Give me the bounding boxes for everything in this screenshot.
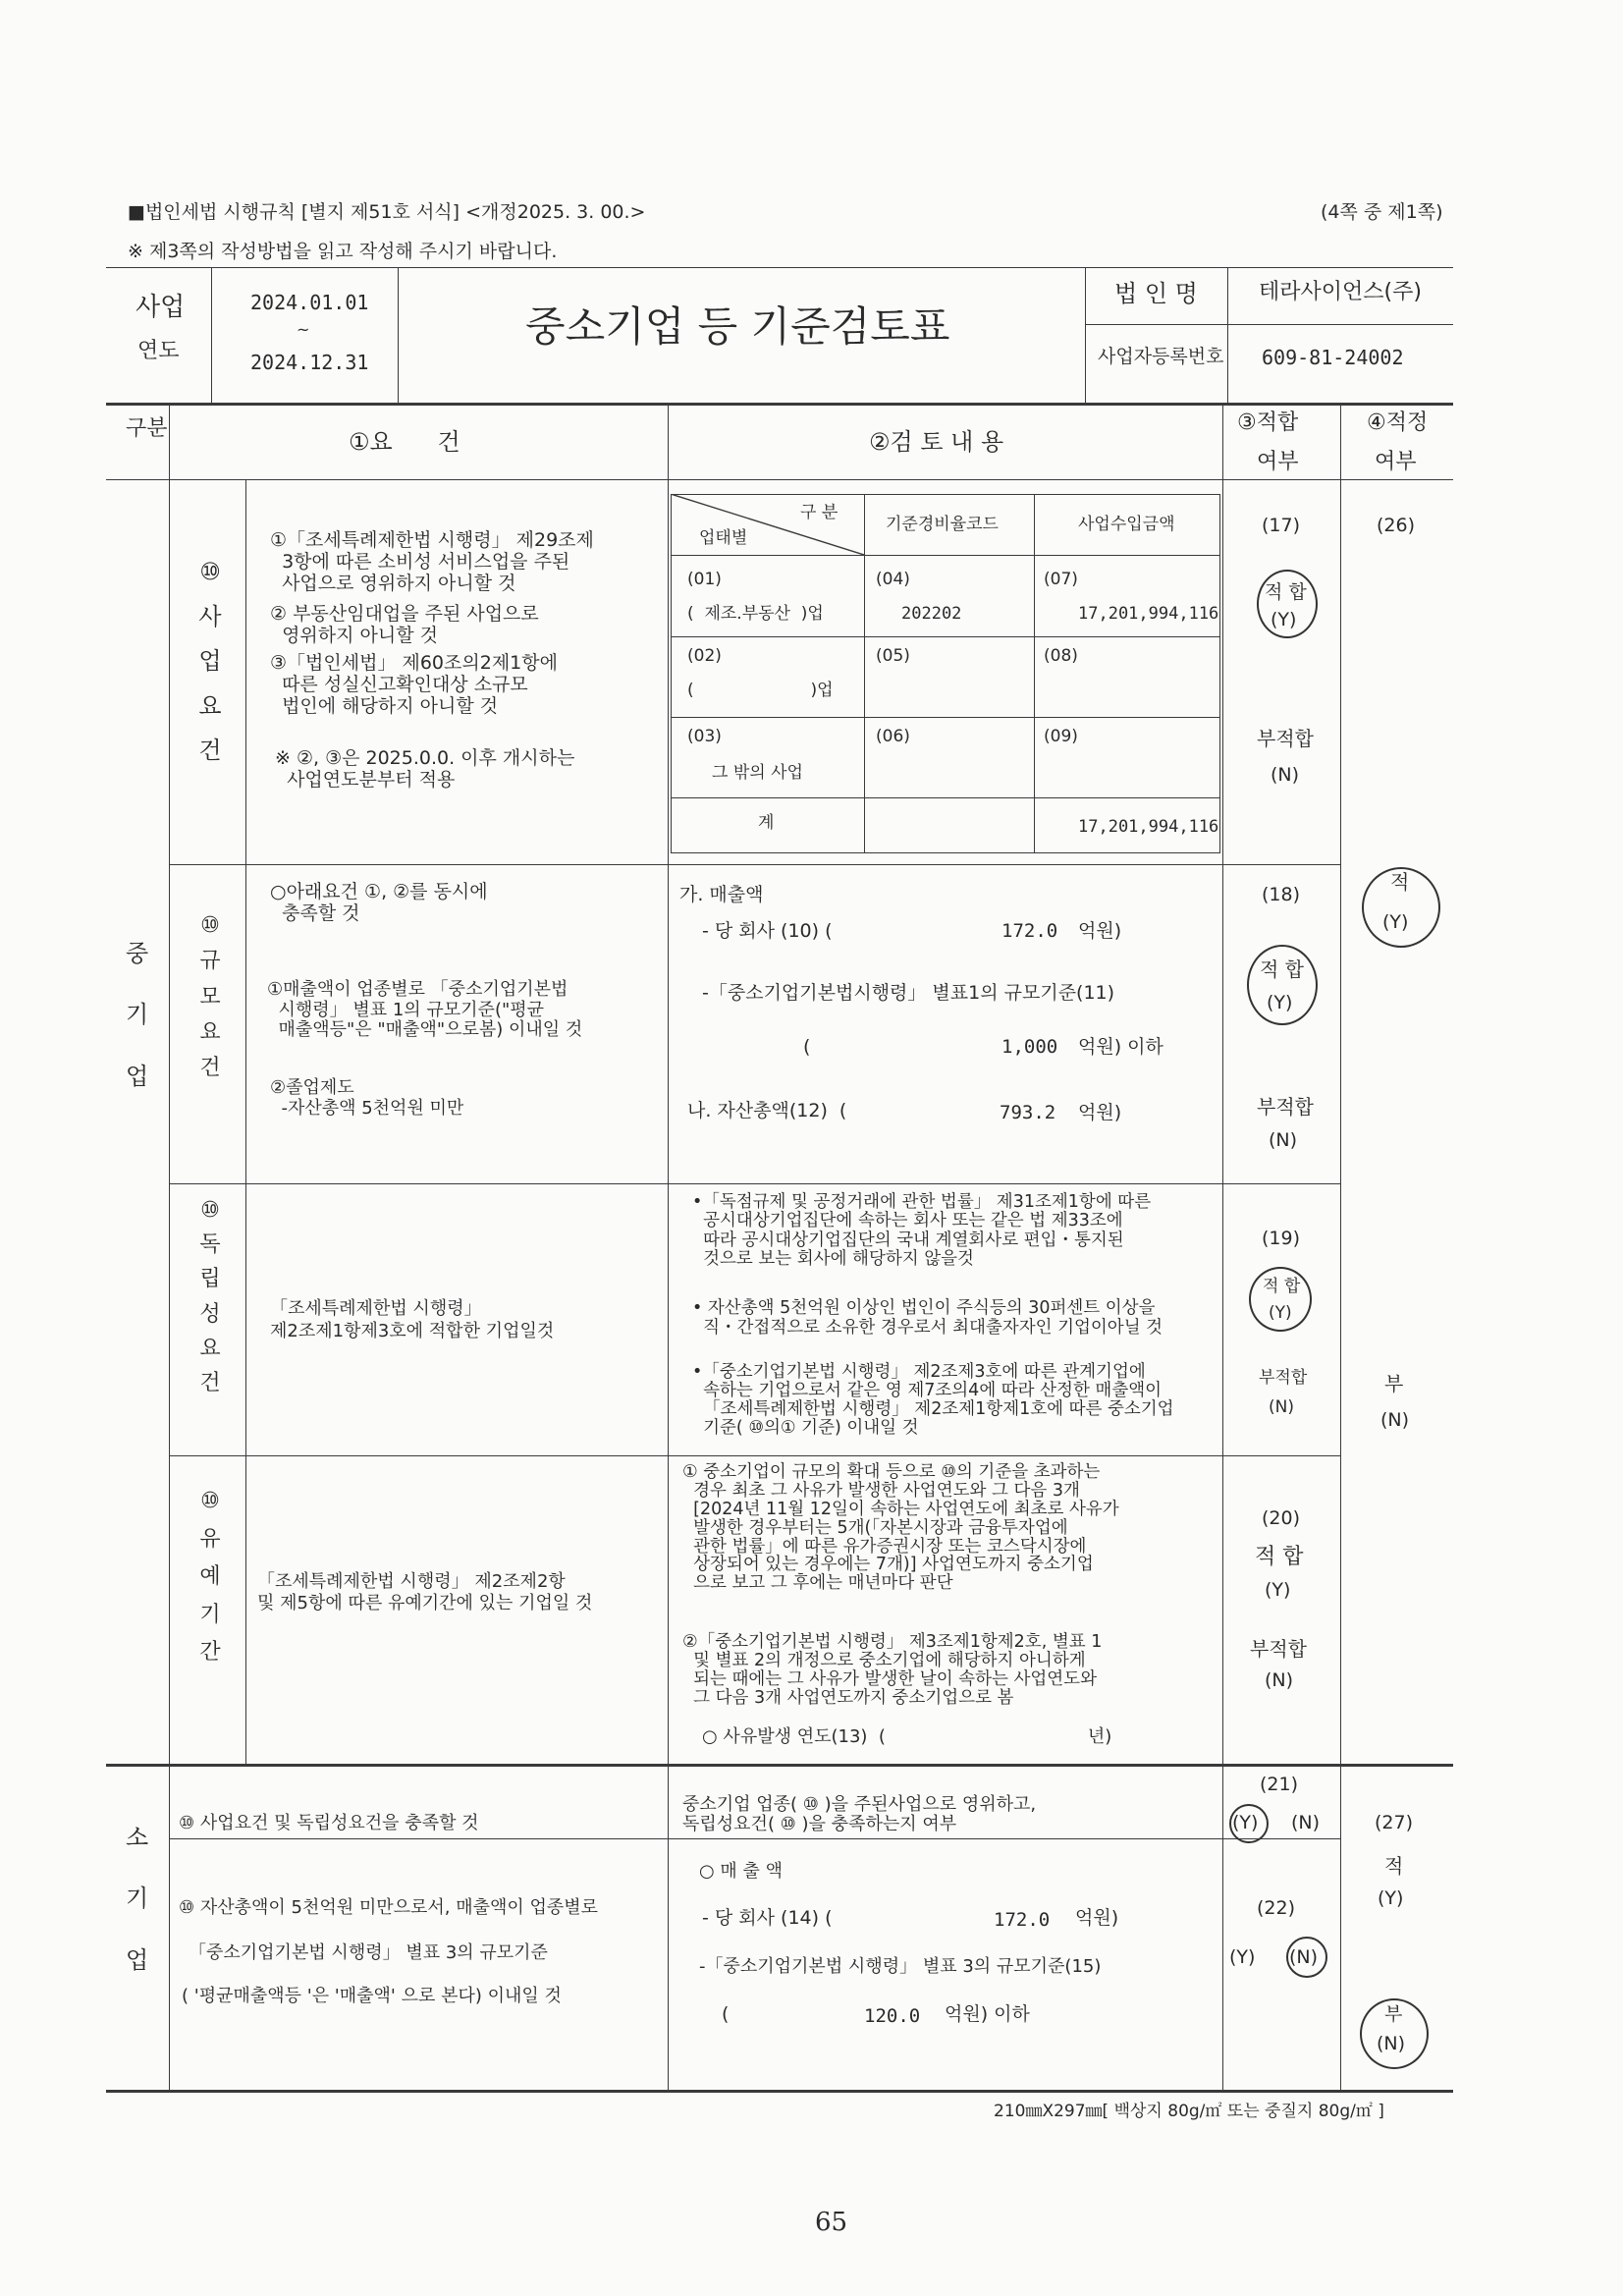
row-101-fit-no-label: 부적합 bbox=[1257, 727, 1314, 750]
row-divider bbox=[169, 1455, 1340, 1456]
row-103-fit-no-n: (N) bbox=[1269, 1397, 1294, 1417]
row1-no: (01) bbox=[687, 570, 722, 589]
total-label: 계 bbox=[758, 813, 775, 833]
row-104-rev-2: ②「중소기업기본법 시행령」 제3조제1항제2호, 별표 1 및 별표 2의 개정으로 중소기업에 해당하지 아니하게 되는 때에는 그 사유가 발생한 날이 속하는 사업연도와 그 다음 3개 사업연도까지 중소기업으로 봄 bbox=[682, 1632, 1103, 1708]
instruction-note: ※ 제3쪽의 작성방법을 읽고 작성해 주시기 바랍니다. bbox=[128, 241, 558, 262]
small-row-b-fit-y: (Y) bbox=[1229, 1946, 1256, 1968]
small-row-b-fit-no: (22) bbox=[1257, 1897, 1296, 1919]
row-102-final-2: (Y) bbox=[1382, 911, 1409, 933]
fit-column-line bbox=[1222, 403, 1223, 2090]
small-row-b-rev-4-paren: ( bbox=[722, 2003, 730, 2025]
small-row-b-rev-3: -「중소기업기본법 시행령」 별표 3의 규모기준(15) bbox=[699, 1956, 1102, 1977]
page-of-count: (4쪽 중 제1쪽) bbox=[1321, 201, 1443, 223]
section-divider bbox=[106, 1764, 1453, 1767]
table-bottom-border bbox=[106, 2090, 1453, 2093]
row-104-fit-no-label: 부적합 bbox=[1250, 1637, 1307, 1661]
inner-table-line bbox=[671, 636, 1220, 637]
corp-name: 테라사이언스(주) bbox=[1259, 280, 1422, 304]
small-row-a-fit-n: (N) bbox=[1291, 1812, 1321, 1833]
inner-table-line bbox=[864, 494, 865, 853]
row-102-final-1: 적 bbox=[1390, 870, 1410, 894]
inner-table-line bbox=[671, 717, 1220, 718]
header-category: 구분 bbox=[126, 416, 168, 441]
row-102-rev-a: 가. 매출액 bbox=[679, 884, 764, 905]
row-102-rev-a1-value: 172.0 bbox=[1001, 920, 1058, 942]
header-fit-1: ③적합 bbox=[1237, 410, 1299, 435]
header-requirements: ①요 건 bbox=[349, 428, 460, 456]
table-hdr-amount: 사업수입금액 bbox=[1078, 515, 1175, 534]
total-amount: 17,201,994,116 bbox=[1078, 817, 1219, 837]
row-103-fit-no: (19) bbox=[1262, 1228, 1301, 1249]
row-103-fit-no-label: 부적합 bbox=[1259, 1368, 1308, 1388]
row-101-final-no: (26) bbox=[1377, 515, 1416, 536]
row-104-label: ⑩유예기간 bbox=[199, 1489, 221, 1665]
row-101-req-3: ③「법인세법」 제60조의2제1항에 따른 성실신고확인대상 소규모 법인에 해당하지 아니할 것 bbox=[270, 652, 558, 717]
small-row-b-final-1: 부 bbox=[1384, 2003, 1403, 2025]
title-divider bbox=[1085, 324, 1453, 325]
row1-business: ( 제조.부동산 )업 bbox=[687, 604, 824, 624]
header-fit-2: 여부 bbox=[1257, 450, 1299, 474]
fiscal-year-tilde: ~ bbox=[297, 320, 310, 339]
title-divider bbox=[1227, 267, 1228, 403]
row-104-fit-no-n: (N) bbox=[1265, 1669, 1294, 1691]
row2-business: ( )업 bbox=[687, 681, 834, 700]
row-102-rev-a2-paren: ( bbox=[803, 1036, 811, 1058]
corp-name-label: 법 인 명 bbox=[1114, 280, 1198, 307]
table-hdr-business-type: 업태별 bbox=[699, 528, 748, 548]
row-102-label: ⑩규모요건 bbox=[199, 913, 221, 1081]
review-column-line bbox=[668, 403, 669, 2090]
title-divider bbox=[398, 267, 399, 403]
small-row-a-final-no: (27) bbox=[1375, 1812, 1414, 1833]
row-102-rev-a1-label: - 당 회사 (10) ( bbox=[702, 920, 833, 942]
header-review: ②검 토 내 용 bbox=[869, 428, 1004, 456]
small-row-b-rev-2-value: 172.0 bbox=[994, 1909, 1051, 1931]
row-divider bbox=[169, 1183, 1340, 1184]
row1-code-no: (04) bbox=[876, 570, 910, 589]
row-104-rev-3: ○ 사유발생 연도(13) ( 년) bbox=[702, 1726, 1112, 1747]
row3-code-no: (06) bbox=[876, 727, 910, 746]
small-row-a-rev: 중소기업 업종( ⑩ )을 주된사업으로 영위하고, 독립성요건( ⑩ )을 충족하는지 여부 bbox=[682, 1794, 1037, 1834]
table-hdr-expense-code: 기준경비율코드 bbox=[886, 515, 999, 534]
row1-amount: 17,201,994,116 bbox=[1078, 604, 1219, 624]
row-101-fit-yes-y: (Y) bbox=[1271, 609, 1297, 630]
row-102-rev-b-value: 793.2 bbox=[1000, 1102, 1056, 1123]
label-column-line bbox=[245, 479, 246, 1764]
row-101-req-note: ※ ②, ③은 2025.0.0. 이후 개시하는 사업연도분부터 적용 bbox=[275, 747, 575, 791]
row3-amount-no: (09) bbox=[1044, 727, 1078, 746]
row-101-req-2: ② 부동산임대업을 주된 사업으로 영위하지 아니할 것 bbox=[270, 603, 539, 646]
row2-code-no: (05) bbox=[876, 646, 910, 666]
section-sme-label: 중기업 bbox=[126, 940, 149, 1090]
row-104-req: 「조세특례제한법 시행령」 제2조제2항 및 제5항에 따른 유예기간에 있는 기업일 것 bbox=[257, 1571, 593, 1613]
paper-spec: 210㎜X297㎜[ 백상지 80g/㎡ 또는 중질지 80g/㎡ ] bbox=[994, 2102, 1384, 2121]
column-header-bottom bbox=[106, 479, 1453, 480]
row-102-fit-no: (18) bbox=[1262, 884, 1301, 905]
row-102-req-intro: ○아래요건 ①, ②를 동시에 충족할 것 bbox=[270, 881, 488, 924]
fiscal-year-label-2: 연도 bbox=[137, 339, 180, 363]
small-row-b-rev-4-unit: 억원) 이하 bbox=[945, 2003, 1030, 2025]
row-103-rev-2: • 자산총액 5천억원 이상인 법인이 주식등의 30퍼센트 이상을 직・간접적으로 소유한 경우로서 최대출자자인 기업이아닐 것 bbox=[692, 1298, 1163, 1339]
row-103-req: 「조세특례제한법 시행령」 제2조제1항제3호에 적합한 기업일것 bbox=[270, 1298, 555, 1341]
small-row-b-rev-1: ○ 매 출 액 bbox=[699, 1861, 784, 1882]
small-row-b-final-2: (N) bbox=[1377, 2033, 1406, 2054]
small-row-b-rev-4-value: 120.0 bbox=[864, 2005, 921, 2027]
row-103-final-2: (N) bbox=[1380, 1409, 1410, 1431]
row-102-rev-b-label: 나. 자산총액(12) ( bbox=[687, 1100, 847, 1121]
small-row-b-fit-n: (N) bbox=[1289, 1946, 1319, 1968]
page-number: 65 bbox=[815, 2208, 848, 2237]
fiscal-year-label-1: 사업 bbox=[135, 293, 186, 322]
inner-table-line bbox=[671, 555, 1220, 556]
inner-table-line bbox=[671, 797, 1220, 798]
row-101-fit-no-n: (N) bbox=[1271, 764, 1300, 786]
row-103-fit-yes: 적 합 bbox=[1263, 1277, 1301, 1296]
small-row-b-req-3: ( '평균매출액등 '은 '매출액' 으로 본다) 이내일 것 bbox=[182, 1986, 562, 2006]
row-102-req-2: ②졸업제도 -자산총액 5천억원 미만 bbox=[270, 1077, 464, 1119]
row1-amount-no: (07) bbox=[1044, 570, 1078, 589]
row-divider bbox=[169, 1838, 1340, 1839]
row-101-req-1: ①「조세특례제한법 시행령」 제29조제 3항에 따른 소비성 서비스업을 주된 사업으로 영위하지 아니할 것 bbox=[270, 529, 594, 594]
small-row-a-req: ⑩ 사업요건 및 독립성요건을 충족할 것 bbox=[179, 1813, 479, 1833]
row-101-fit-no: (17) bbox=[1262, 515, 1301, 536]
row-102-fit-no-label: 부적합 bbox=[1257, 1095, 1314, 1119]
row-103-rev-1: •「독점규제 및 공정거래에 관한 법률」 제31조제1항에 따른 공시대상기업집단에 속하는 회사 또는 같은 법 제33조에 따라 공시대상기업집단의 국내 계열회사로 편입・통지된 것으로 보는 회사에 해당하지 않을것 bbox=[692, 1192, 1152, 1269]
final-column-line bbox=[1340, 403, 1341, 2090]
small-row-a-final-1: 적 bbox=[1384, 1854, 1404, 1878]
title-bottom-border bbox=[106, 403, 1453, 406]
row-101-fit-yes: 적 합 bbox=[1265, 581, 1307, 603]
row-103-final-1: 부 bbox=[1384, 1372, 1404, 1395]
row3-no: (03) bbox=[687, 727, 722, 746]
row-103-fit-yes-y: (Y) bbox=[1269, 1303, 1292, 1323]
category-column-line bbox=[169, 403, 170, 2090]
row-102-rev-a2-unit: 억원) 이하 bbox=[1078, 1036, 1163, 1058]
small-row-b-rev-2-label: - 당 회사 (14) ( bbox=[702, 1907, 833, 1929]
small-row-b-req-1: ⑩ 자산총액이 5천억원 미만으로서, 매출액이 업종별로 bbox=[179, 1897, 599, 1918]
row-103-label: ⑩독립성요건 bbox=[199, 1198, 221, 1395]
row1-code: 202202 bbox=[901, 604, 962, 624]
small-row-a-final-2: (Y) bbox=[1378, 1887, 1404, 1909]
section-small-label: 소기업 bbox=[126, 1824, 149, 1974]
title-divider bbox=[211, 267, 212, 403]
row-104-rev-1: ① 중소기업이 규모의 확대 등으로 ⑩의 기준을 초과하는 경우 최초 그 사유가 발생한 사업연도와 그 다음 3개 [2024년 11월 12일이 속하는 사업연도에 최초로 사유가 발생한 경우부터는 5개(「자본시장과 금융투자업에 관한 법률」에 따른 유가증권시장 또는 코스닥시장에 상장되어 있는 경우에는 7개)] 사업연도까지 중소기업 으로 보고 그 후에는 매년마다 판단 bbox=[682, 1462, 1119, 1594]
table-hdr-division: 구 분 bbox=[800, 503, 839, 522]
row2-no: (02) bbox=[687, 646, 722, 666]
row-102-req-1: ①매출액이 업종별로 「중소기업기본법 시행령」 별표 1의 규모기준("평균 매출액등"은 "매출액"으로봄) 이내일 것 bbox=[267, 979, 583, 1041]
small-row-b-req-2: 「중소기업기본법 시행령」 별표 3의 규모기준 bbox=[189, 1942, 548, 1963]
row-101-label: ⑩사업요건 bbox=[198, 558, 222, 765]
row-102-fit-no-n: (N) bbox=[1269, 1129, 1298, 1151]
small-row-b-rev-2-unit: 억원) bbox=[1075, 1907, 1119, 1929]
row-102-rev-a1-unit: 억원) bbox=[1078, 920, 1122, 942]
title-divider bbox=[1085, 267, 1086, 403]
row-102-fit-yes: 적 합 bbox=[1260, 957, 1304, 981]
row-102-rev-a2-value: 1,000 bbox=[1001, 1036, 1058, 1058]
reg-no-label: 사업자등록번호 bbox=[1098, 346, 1224, 367]
row-103-rev-3: •「중소기업기본법 시행령」 제2조제3호에 따른 관계기업에 속하는 기업으로서 같은 영 제7조의4에 따라 산정한 매출액이 「조세특례제한법 시행령」 제2조제1항제1호에 따른 중소기업 기준( ⑩의① 기준) 이내일 것 bbox=[692, 1362, 1174, 1438]
inner-table-line bbox=[1034, 494, 1035, 853]
reg-no: 609-81-24002 bbox=[1262, 346, 1404, 369]
row-104-fit-yes-y: (Y) bbox=[1265, 1579, 1291, 1601]
header-final-2: 여부 bbox=[1375, 450, 1417, 474]
row-104-fit-yes: 적 합 bbox=[1255, 1545, 1304, 1569]
fiscal-year-end: 2024.12.31 bbox=[250, 351, 369, 374]
form-reference: ■법인세법 시행규칙 [별지 제51호 서식] <개정2025. 3. 00.> bbox=[128, 201, 646, 223]
form-title: 중소기업 등 기준검토표 bbox=[525, 302, 950, 351]
row-102-fit-yes-y: (Y) bbox=[1267, 992, 1293, 1013]
row-102-rev-b-unit: 억원) bbox=[1078, 1102, 1122, 1123]
row-104-fit-no: (20) bbox=[1262, 1507, 1301, 1529]
title-top-border bbox=[106, 267, 1453, 268]
small-row-a-fit-y: (Y) bbox=[1232, 1812, 1259, 1833]
row3-business: 그 밖의 사업 bbox=[712, 763, 803, 783]
row2-amount-no: (08) bbox=[1044, 646, 1078, 666]
small-row-a-fit-no: (21) bbox=[1260, 1774, 1299, 1795]
fiscal-year-start: 2024.01.01 bbox=[250, 291, 369, 314]
row-divider bbox=[169, 864, 1340, 865]
row-102-rev-a2: -「중소기업기본법시행령」 별표1의 규모기준(11) bbox=[702, 982, 1115, 1004]
header-final-1: ④적정 bbox=[1367, 410, 1429, 435]
